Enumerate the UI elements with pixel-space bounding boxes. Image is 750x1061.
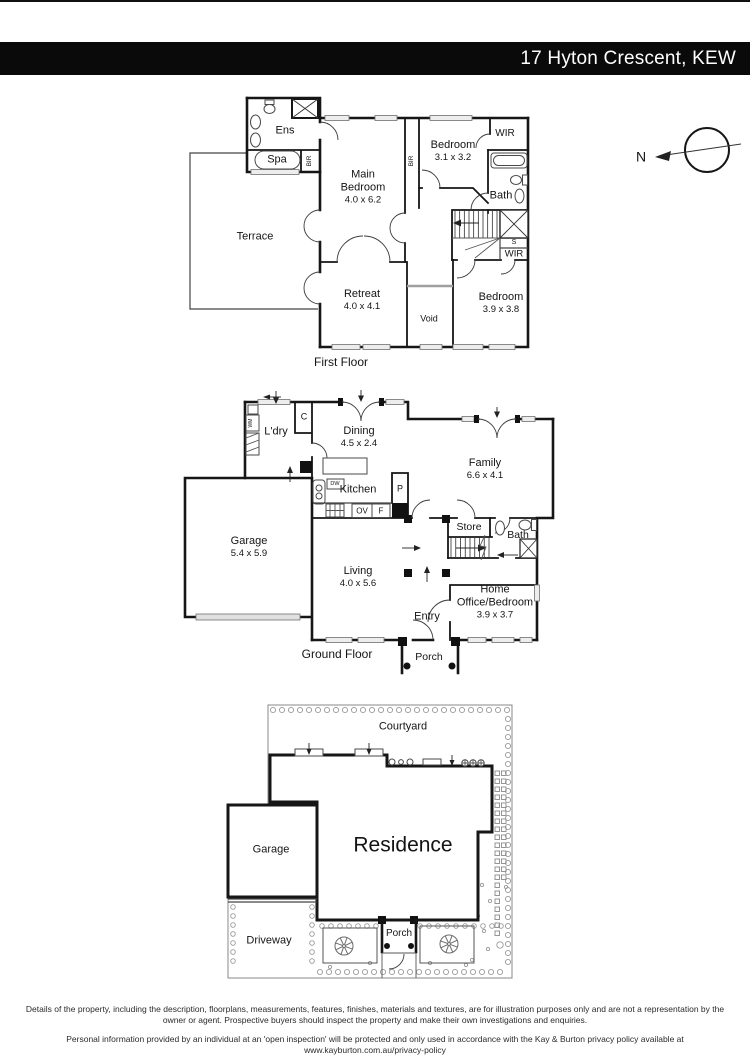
label-oven: OV bbox=[356, 506, 368, 516]
floor-label-ground-floor: Ground Floor bbox=[301, 646, 373, 661]
garage-door bbox=[196, 614, 300, 620]
toilet-icon bbox=[511, 176, 522, 185]
area-label-porch-site: Porch bbox=[385, 928, 413, 940]
staircase-detail bbox=[452, 220, 500, 259]
room-label-garage: Garage 5.4 x 5.9 bbox=[230, 534, 268, 559]
top-border bbox=[0, 0, 750, 2]
room-label-spa: Spa bbox=[267, 153, 287, 166]
room-label-kitchen: Kitchen bbox=[339, 483, 377, 496]
room-label-family: Family 6.6 x 4.1 bbox=[466, 456, 504, 481]
room-label-living: Living 4.0 x 5.6 bbox=[339, 564, 377, 589]
room-label-bedroom3: Bedroom 3.9 x 3.8 bbox=[478, 290, 524, 315]
toilet-icon bbox=[265, 100, 274, 105]
skylight-hatch-icon bbox=[292, 99, 318, 118]
toilet-icon bbox=[264, 105, 275, 114]
room-label-wir-stair: WIR bbox=[504, 248, 524, 260]
driveway-garden-right bbox=[310, 905, 315, 964]
toilet-icon bbox=[532, 520, 537, 531]
room-label-home-office: Home Office/Bedroom 3.9 x 3.7 bbox=[456, 583, 534, 621]
floor-label-first-floor: First Floor bbox=[314, 354, 368, 369]
room-label-s: S bbox=[511, 238, 517, 246]
room-label-cupboard: C bbox=[300, 411, 308, 422]
toilet-icon bbox=[523, 175, 528, 185]
ground-floor-plan bbox=[180, 385, 565, 675]
room-label-void: Void bbox=[420, 313, 438, 324]
label-fridge: F bbox=[378, 506, 384, 516]
property-address: 17 Hyton Crescent, KEW bbox=[520, 47, 736, 69]
room-label-wir-top: WIR bbox=[495, 128, 515, 140]
laundry-trough-icon bbox=[248, 405, 258, 414]
driveway-garden-left bbox=[231, 905, 236, 964]
laundry-fixtures bbox=[246, 405, 259, 455]
site-plan bbox=[220, 695, 520, 995]
label-dishwasher: DW bbox=[330, 480, 340, 487]
privacy-text: Personal information provided by an individual at an 'open inspection' will be protected and only used in accordance with the Kay & Burton privacy policy available at www.kayburton.com.au/privacy-policy bbox=[66, 1034, 684, 1056]
label-washing-machine: WM bbox=[248, 418, 255, 428]
address-header-bar bbox=[0, 42, 750, 75]
sink-icon bbox=[251, 115, 261, 129]
area-label-courtyard: Courtyard bbox=[378, 720, 428, 733]
area-label-residence: Residence bbox=[353, 833, 453, 857]
staircase-first-floor bbox=[455, 211, 497, 238]
cooktop-icon bbox=[316, 493, 322, 499]
room-label-porch-ground: Porch bbox=[415, 650, 443, 663]
room-label-store: Store bbox=[456, 520, 482, 533]
cooktop-icon bbox=[316, 485, 322, 491]
tree-icon bbox=[440, 935, 458, 953]
room-label-bath: Bath bbox=[489, 189, 513, 202]
sink-icon bbox=[515, 189, 524, 203]
room-label-bir-mid: BIR bbox=[408, 155, 416, 167]
site-porch bbox=[378, 916, 418, 978]
compass-north-label: N bbox=[635, 148, 647, 165]
room-label-terrace: Terrace bbox=[236, 230, 274, 243]
garden-border-top bbox=[270, 707, 509, 712]
room-label-dining: Dining 4.5 x 2.4 bbox=[340, 424, 378, 449]
stair-void-hatch-icon bbox=[500, 210, 528, 238]
disclaimer-text: Details of the property, including the description, floorplans, measurements, features, finishes, materials and textures, are for illustration purposes only and are not a representation by the owner or agent. Prospective buyers should inspect the property and make their own investigations and enquiries. bbox=[25, 1004, 725, 1026]
driveway-door-line bbox=[228, 899, 317, 902]
room-label-laundry: L'dry bbox=[264, 425, 288, 438]
paving-path-squares bbox=[502, 771, 507, 880]
room-label-retreat: Retreat 4.0 x 4.1 bbox=[343, 287, 381, 312]
garden-border-right bbox=[505, 716, 510, 964]
bathtub-icon bbox=[494, 156, 525, 166]
room-label-main-bedroom: Main Bedroom 4.0 x 6.2 bbox=[340, 168, 386, 206]
room-label-entry: Entry bbox=[414, 610, 440, 623]
tree-icon bbox=[335, 937, 353, 955]
area-label-garage: Garage bbox=[252, 843, 290, 856]
room-label-bath-ground: Bath bbox=[507, 528, 529, 541]
room-label-bedroom2: Bedroom 3.1 x 3.2 bbox=[430, 138, 476, 163]
area-label-driveway: Driveway bbox=[246, 934, 292, 947]
room-label-bir-left: BIR bbox=[306, 155, 314, 167]
room-label-ens: Ens bbox=[275, 124, 295, 137]
first-floor-plan bbox=[185, 90, 565, 380]
compass bbox=[625, 105, 745, 195]
paving-path-squares bbox=[495, 771, 500, 936]
sink-icon bbox=[496, 521, 505, 535]
sink-icon bbox=[251, 133, 261, 147]
cooktop-icon bbox=[313, 480, 325, 504]
island-bench-icon bbox=[323, 458, 367, 474]
label-pantry: P bbox=[396, 483, 404, 494]
garden-border-bottom bbox=[317, 969, 502, 974]
